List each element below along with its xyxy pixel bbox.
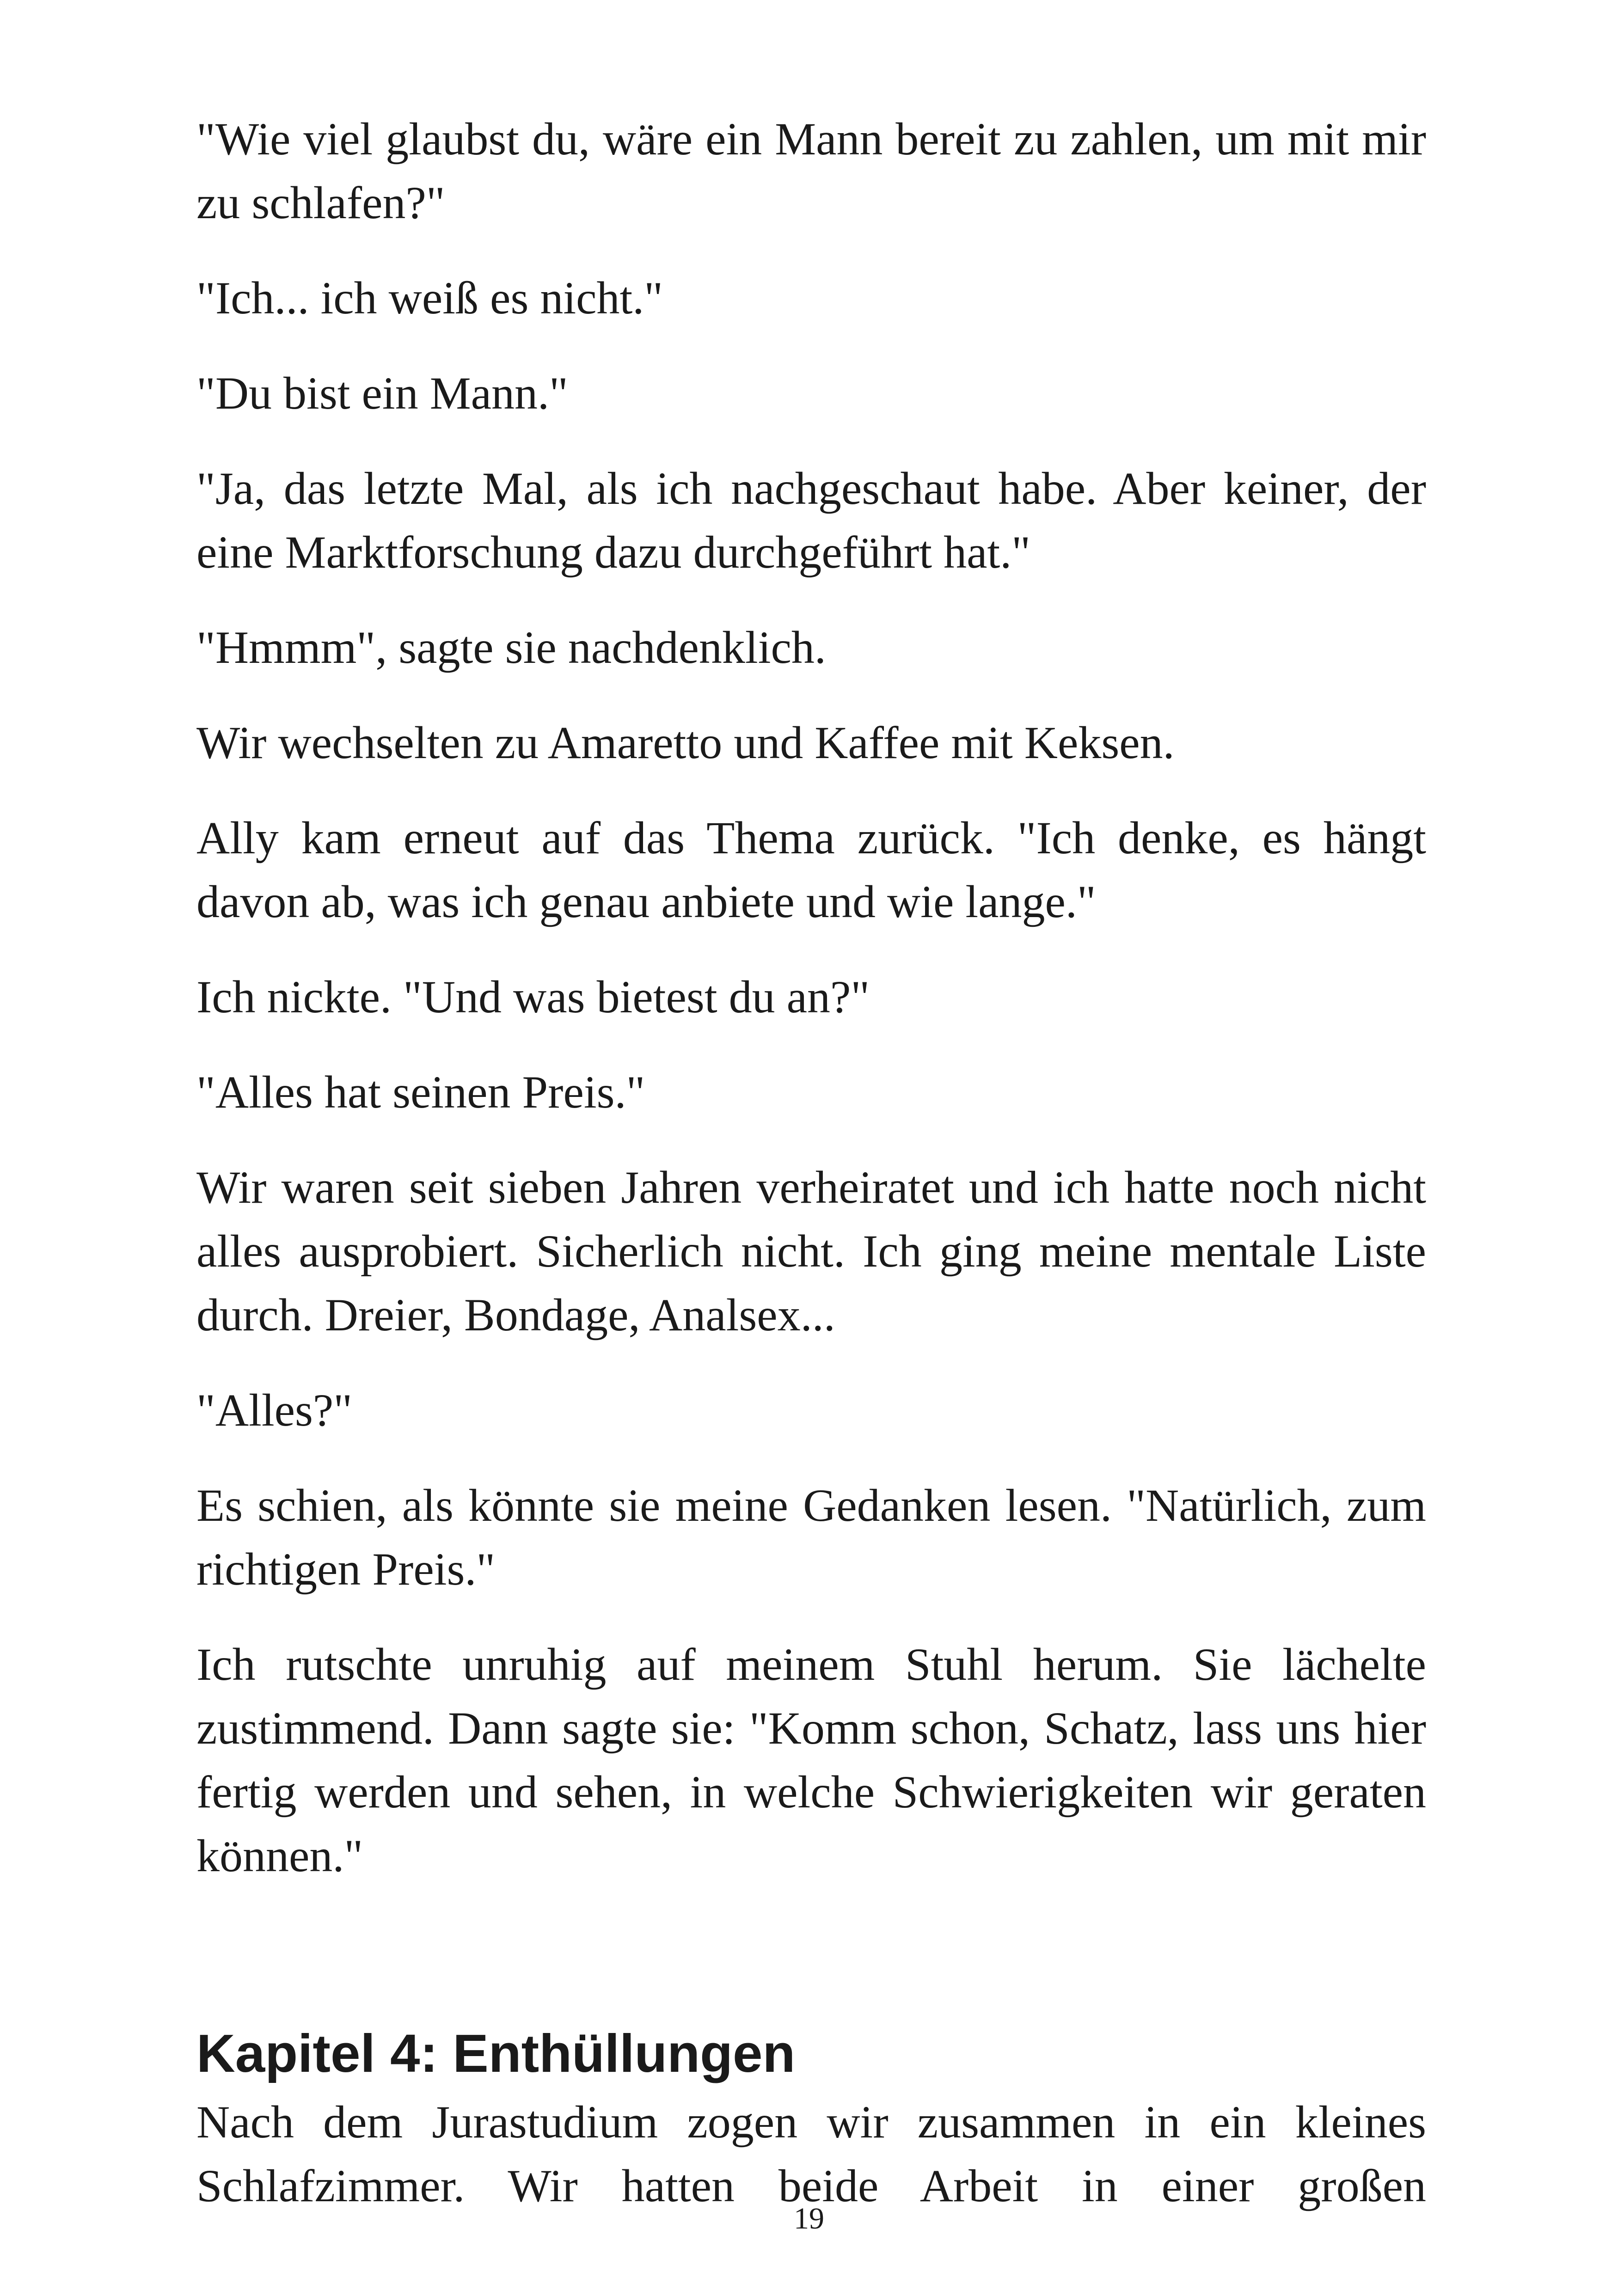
paragraph: Ich nickte. "Und was bietest du an?"	[196, 971, 870, 1022]
paragraph: "Ja, das letzte Mal, als ich nachgeschaut habe. Aber keiner, der eine Marktforschung dazu durchgeführt hat."	[196, 463, 1426, 578]
chapter-opening-paragraph: Nach dem Jurastudium zogen wir zusammen in ein kleines Schlafzimmer. Wir hatten beide Arbeit in einer großen	[196, 2096, 1426, 2211]
paragraph: Ich rutschte unruhig auf meinem Stuhl herum. Sie lächelte zustimmend. Dann sagte sie: "Komm schon, Schatz, lass uns hier fertig werden und sehen, in welche Schwierigkeiten wir geraten können."	[196, 1639, 1426, 1881]
page-number: 19	[794, 2202, 824, 2235]
paragraph: "Hmmm", sagte sie nachdenklich.	[196, 622, 826, 673]
chapter-heading: Kapitel 4: Enthüllungen	[196, 2023, 796, 2083]
paragraph: Wir waren seit sieben Jahren verheiratet und ich hatte noch nicht alles ausprobiert. Sicherlich nicht. Ich ging meine mentale Liste durch. Dreier, Bondage, Analsex...	[196, 1162, 1426, 1341]
paragraph: "Alles?"	[196, 1384, 353, 1436]
paragraph: Ally kam erneut auf das Thema zurück. "Ich denke, es hängt davon ab, was ich genau anbiete und wie lange."	[196, 812, 1426, 927]
paragraph: "Wie viel glaubst du, wäre ein Mann bereit zu zahlen, um mit mir zu schlafen?"	[196, 113, 1426, 228]
page-body	[196, 107, 1426, 2218]
paragraph: "Ich... ich weiß es nicht."	[196, 272, 663, 324]
paragraph: Wir wechselten zu Amaretto und Kaffee mit Keksen.	[196, 717, 1175, 768]
chapter-spacer	[196, 1919, 1426, 2016]
paragraph: "Alles hat seinen Preis."	[196, 1066, 645, 1118]
paragraph: "Du bist ein Mann."	[196, 367, 568, 419]
paragraph: Es schien, als könnte sie meine Gedanken lesen. "Natürlich, zum richtigen Preis."	[196, 1480, 1426, 1595]
